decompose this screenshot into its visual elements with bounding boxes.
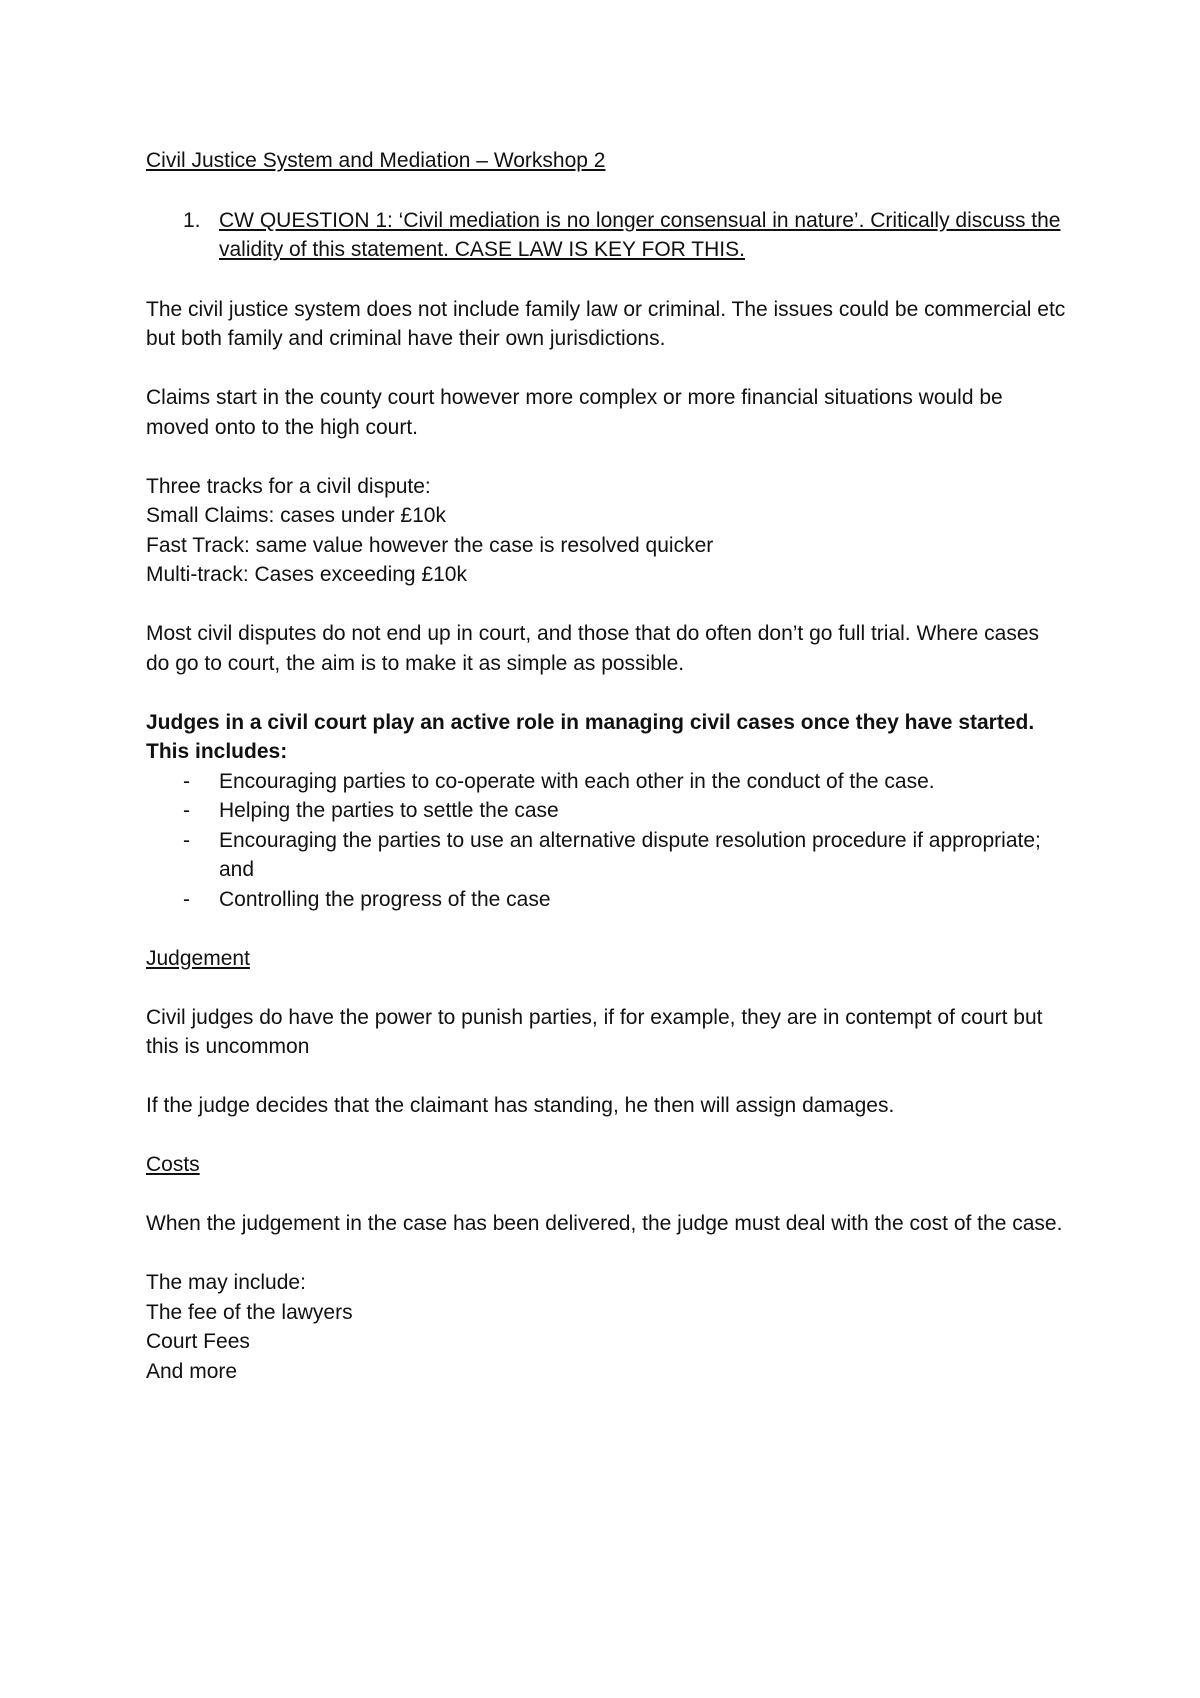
list-item-text: Helping the parties to settle the case <box>219 799 559 822</box>
dash-bullet: - <box>183 887 190 911</box>
judgement-paragraph-2: If the judge decides that the claimant has standing, he then will assign damages. <box>146 1094 895 1117</box>
judges-role-list <box>146 767 1066 915</box>
tracks-block <box>146 472 1066 590</box>
judges-heading: Judges in a civil court play an active role in managing civil cases once they have started. This includes: <box>146 710 1035 763</box>
document-title: Civil Justice System and Mediation – Workshop 2 <box>146 149 606 172</box>
judgement-heading: Judgement <box>146 946 250 970</box>
costs-item-lawyer-fees: The fee of the lawyers <box>146 1300 353 1324</box>
list-item <box>146 885 1066 915</box>
dash-bullet: - <box>183 799 190 822</box>
judgement-paragraph-1: Civil judges do have the power to punish parties, if for example, they are in contempt of court but this is uncommon <box>146 1005 1043 1058</box>
track-small-claims: Small Claims: cases under £10k <box>146 504 446 527</box>
dash-bullet: - <box>183 769 190 793</box>
list-item <box>146 796 1066 826</box>
question-text: CW QUESTION 1: ‘Civil mediation is no longer consensual in nature’. Critically discuss the validity of this statement. CASE LAW IS KEY FOR THIS. <box>219 208 1061 261</box>
costs-list-heading: The may include: <box>146 1271 306 1294</box>
most-disputes-paragraph: Most civil disputes do not end up in court, and those that do often don’t go full trial. Where cases do go to court, the aim is to make it as simple as possible. <box>146 622 1040 675</box>
question-item <box>146 206 1066 265</box>
costs-list-block <box>146 1268 1066 1386</box>
costs-item-more: And more <box>146 1359 238 1383</box>
list-item-text: Encouraging the parties to use an alternative dispute resolution procedure if appropriate; and <box>219 828 1041 881</box>
costs-heading: Costs <box>146 1153 200 1176</box>
document-body <box>146 146 1066 1386</box>
costs-paragraph: When the judgement in the case has been delivered, the judge must deal with the cost of the case. <box>146 1212 1063 1235</box>
intro-paragraph: The civil justice system does not include family law or criminal. The issues could be commercial etc but both family and criminal have their own jurisdictions. <box>146 297 1066 350</box>
tracks-heading: Three tracks for a civil dispute: <box>146 474 431 498</box>
question-number: 1. <box>183 208 201 232</box>
claims-paragraph: Claims start in the county court however more complex or more financial situations would be moved onto to the high court. <box>146 386 1003 439</box>
list-item-text: Encouraging parties to co-operate with each other in the conduct of the case. <box>219 769 935 793</box>
track-fast-track: Fast Track: same value however the case is resolved quicker <box>146 533 714 557</box>
list-item <box>146 767 1066 797</box>
track-multi-track: Multi-track: Cases exceeding £10k <box>146 563 467 586</box>
dash-bullet: - <box>183 828 190 852</box>
costs-item-court-fees: Court Fees <box>146 1330 250 1353</box>
question-list <box>146 206 1066 265</box>
list-item <box>146 826 1066 885</box>
list-item-text: Controlling the progress of the case <box>219 887 551 911</box>
